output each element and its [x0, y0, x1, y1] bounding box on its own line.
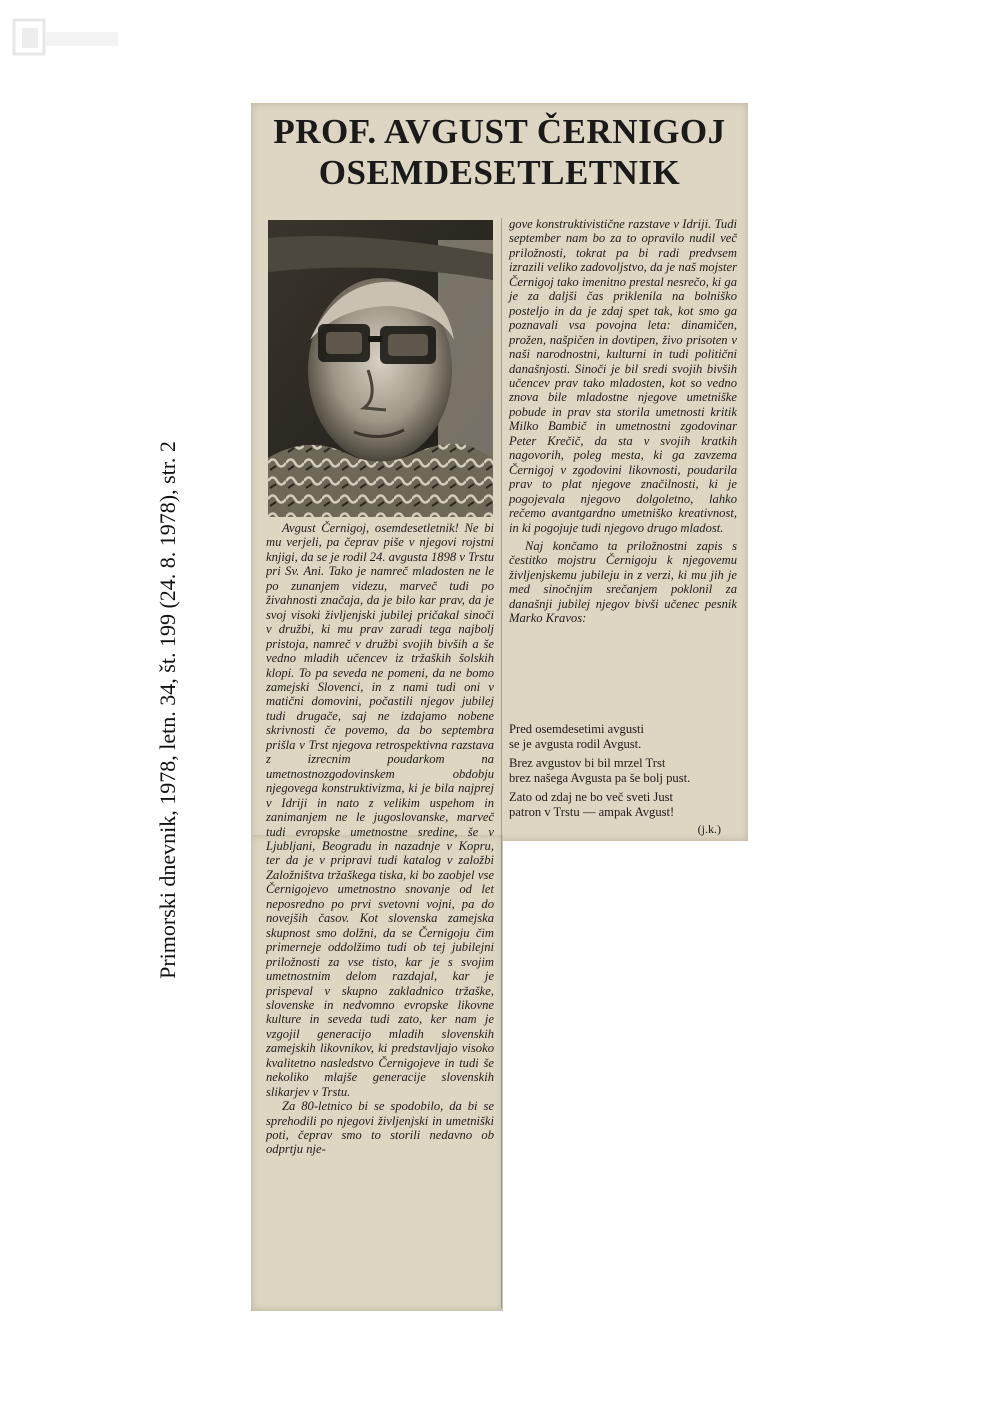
headline-line-1: PROF. AVGUST ČERNIGOJ — [273, 112, 726, 151]
column-divider — [501, 218, 502, 1308]
paragraph: Avgust Černigoj, osemdesetletnik! Ne bi mu verjeli, pa čeprav piše v njegovi rojstni knjigi, da se je rodil 24. avgusta 1898 v Trstu pri Sv. Ani. Tako je namreč mladosten ne le po zunanjem videzu, marveč tudi po živahnosti značaja, da je bilo kar prav, da je svoj visoki življenjski jubilej pričakal sinoči v družbi, ki mu prav zaradi tega najbolj pristoja, namreč v družbi svojih bivših a še vedno mladih učencev iz tržaških šolskih klopi. To pa seveda ne pomeni, da ne bomo zamejski Slovenci, in z nami tudi oni v matični domovini, počastili njegov jubilej tudi drugače, saj ne izdajamo nobene skrivnosti če povemo, da bo septembra prišla v Trst njegova retrospektivna razstava z izrecnim poudarkom na umetnostnozgodovinskem obdobju njegovega konstruktivizma, ki je bila najprej v Idriji in nato z velikim uspehom in zanimanjem ne le jugoslovanske, marveč tudi evropske umetnostne sredine, še v Ljubljani, Beogradu in nazadnje v Kopru, ter da je v pripravi tudi katalog v založbi Založništva tržaškega tiska, ki bo zaobjel vse Černigojevo umetnostno snovanje od let neposredno po prvi svetovni vojni, pa do novejših časov. Kot slovenska zamejska skupnost smo dolžni, da se Černigoju čim primerneje oddolžimo tudi ob tej jubilejni priložnosti za vse tisto, kar je s svojim umetnostnim delom razdajal, kar je prispeval v skupno zakladnico tržaške, slovenske in nedvomno evropske likovne kulture in seveda tudi zato, ker nam je vzgojil generacijo mladih slovenskih zamejskih likovnikov, ki predstavljajo visoko kvalitetno nasledstvo Černigojeve in tudi še nekoliko mlajše generacije slovenskih slikarjev v Trstu. — [266, 521, 494, 1099]
headline-line-2: OSEMDESETLETNIK — [318, 153, 681, 192]
poem-line: Pred osemdesetimi avgusti — [509, 722, 645, 736]
paragraph: gove konstruktivistične razstave v Idriji. Tudi september nam bo za to opravilo nudil več priložnosti, tokrat pa bi radi predvsem izrazili veliko zadovoljstvo, da je naš mojster Černigoj tako imenitno prestal nesrečo, ki ga je za daljši čas priklenila na bolniško posteljo in da je zdaj spet tak, kot smo ga poznavali vsa povojna leta: dinamičen, prožen, našpičen in dovtipen, živo prisoten v naši narodnostni, kulturni in tudi politični današnjosti. Sinoči je bil sredi svojih bivših učencev prav tako mladosten, kot so vedno znova bile mladostne njegove umetniške pobude in prav sta storila umetnosti kritik Milko Bambič in umetnostni zgodovinar Peter Krečič, da sta v svojih kratkih nagovorih, poleg mesta, ki ga zavzema Černigoj v zgodovini likovnosti, poudarila prav to plat njegove značilnosti, ki je pogojevala njegovo dolgoletno, lahko rečemo avantgardno umetniško kreativnost, in ki pogojuje tudi njegovo drugo mladost. — [509, 217, 737, 535]
poem-line: brez našega Avgusta pa še bolj pust. — [509, 770, 691, 785]
source-caption: Primorski dnevnik, 1978, letn. 34, št. 199 (24. 8. 1978), str. 2 — [155, 441, 180, 979]
poem-stanza — [509, 756, 737, 785]
portrait-photo — [268, 220, 493, 517]
paragraph: Naj končamo ta priložnostni zapis s čestitko mojstru Černigoju k njegovemu življenjskemu jubileju in z verzi, ki mu jih je med sinočnjim srečanjem poklonil za današnji jubilej njegov bivši učenec pesnik Marko Kravos: — [509, 538, 737, 626]
poem-line: se je avgusta rodil Avgust. — [509, 736, 642, 751]
poem-line: Brez avgustov bi bil mrzel Trst — [509, 756, 666, 770]
poem-stanza — [509, 722, 737, 751]
poem — [509, 722, 737, 824]
poem-line: Zato od zdaj ne bo več sveti Just — [509, 790, 674, 804]
paragraph: Za 80-letnico bi se spodobilo, da bi se sprehodili po njegovi življenjski in umetniški poti, čeprav smo to storili nedavno ob odprtju nje- — [266, 1099, 494, 1157]
article-headline — [251, 112, 748, 194]
poem-line: patron v Trstu — ampak Avgust! — [509, 804, 675, 819]
article-column-right — [509, 217, 737, 626]
poem-stanza — [509, 790, 737, 819]
author-signature: (j.k.) — [697, 822, 721, 836]
article-column-left — [266, 521, 494, 1157]
